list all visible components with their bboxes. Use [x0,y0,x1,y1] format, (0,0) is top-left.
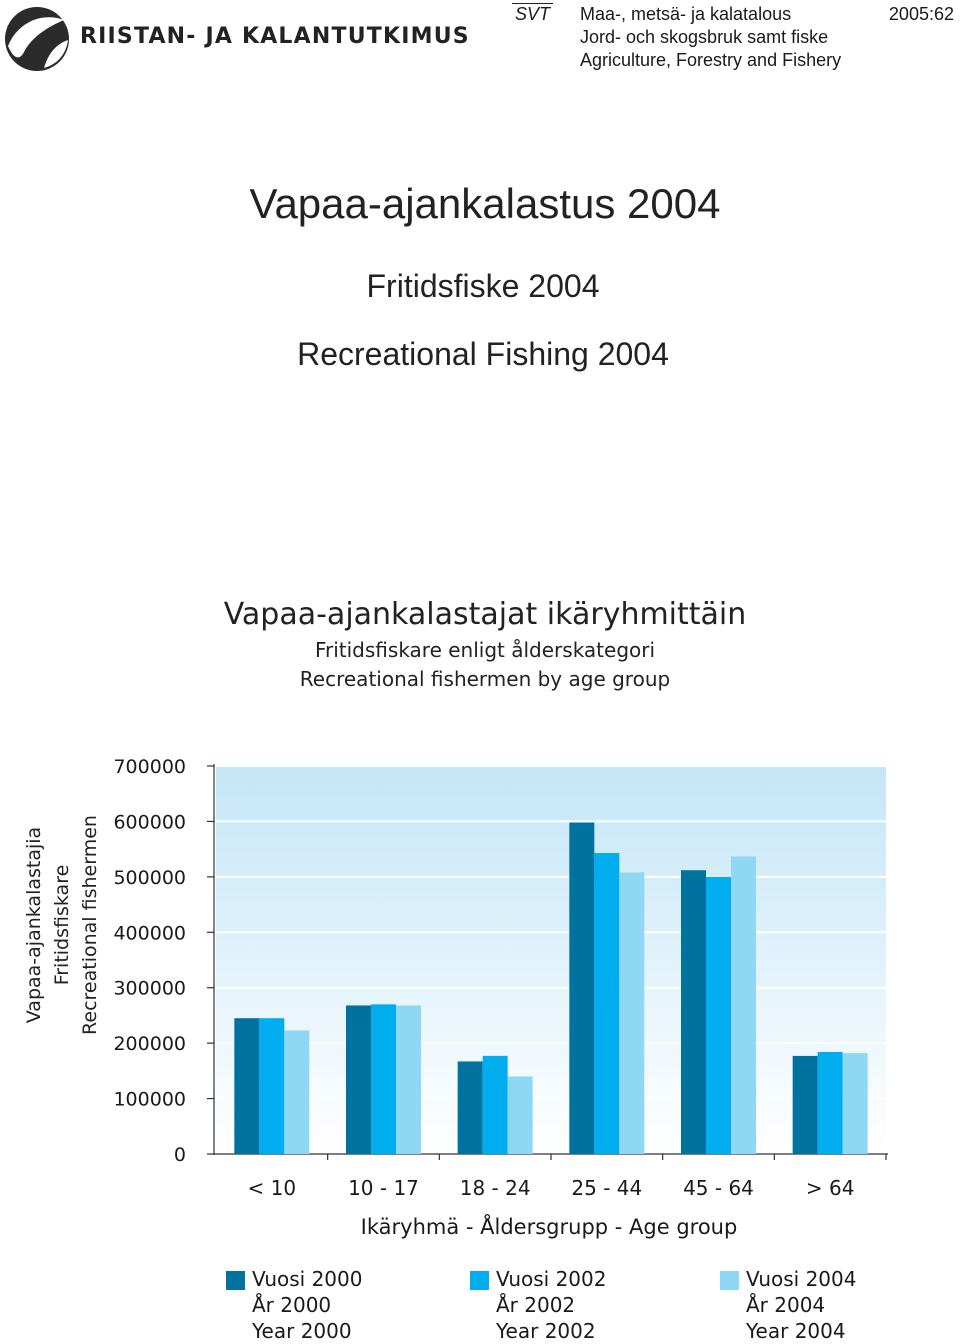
bar [793,1056,818,1154]
bar [458,1061,483,1154]
page-title: Vapaa-ajankalastus 2004 [249,180,721,227]
legend-label [496,1266,606,1344]
y-tick-label: 700000 [113,756,186,778]
y-tick-label: 200000 [113,1033,186,1056]
chart-title: Vapaa-ajankalastajat ikäryhmittäin [223,597,747,632]
bar [234,1018,259,1154]
bar [818,1052,843,1154]
y-axis-title-en: Recreational fishermen [79,815,101,1035]
series-en: Agriculture, Forestry and Fishery [580,50,842,70]
x-tick-label: 10 - 17 [348,1176,419,1200]
y-tick-label: 400000 [113,922,186,945]
series-info [580,3,841,72]
legend-label-line: År 2000 [252,1293,332,1317]
svt-label: SVT [512,3,553,24]
y-tick-label: 500000 [113,866,186,889]
legend [0,1266,960,1343]
legend-label-line: Year 2002 [496,1319,596,1343]
y-tick-label: 600000 [113,811,186,834]
bar [619,872,644,1154]
publication-number: 2005:62 [888,4,954,24]
fish-logo-icon [4,6,70,72]
bar [483,1056,508,1154]
bar [371,1004,396,1154]
legend-swatch [226,1271,245,1290]
legend-label-line: Vuosi 2000 [252,1267,363,1291]
legend-label-line: Year 2000 [252,1319,352,1343]
bar [843,1053,868,1154]
x-axis-title: Ikäryhmä - Åldersgrupp - Age group [360,1215,738,1239]
x-tick-label: 18 - 24 [459,1176,531,1200]
y-tick-label: 300000 [113,977,186,1000]
legend-label-line: Vuosi 2004 [746,1267,857,1291]
chart-subtitle-sv: Fritidsfiskare enligt ålderskategori [314,638,656,662]
series-fi: Maa-, metsä- ja kalatalous [580,4,792,24]
x-tick-label: 45 - 64 [683,1176,754,1200]
legend-label-line: Vuosi 2002 [496,1267,607,1291]
y-tick-label: 0 [173,1144,186,1166]
chart-subtitle-en: Recreational fishermen by age group [299,667,671,691]
y-axis-title-fi: Vapaa-ajankalastajia [23,826,45,1024]
bar [569,823,594,1154]
x-tick-label: < 10 [247,1176,297,1200]
legend-label-line: Year 2004 [746,1319,846,1343]
x-tick-label: 25 - 44 [571,1176,643,1200]
bar [508,1076,533,1154]
plot-area [216,766,886,1154]
legend-swatch [720,1271,739,1290]
legend-label [746,1266,856,1344]
bar [594,853,619,1154]
bar [706,877,731,1154]
page-title-en: Recreational Fishing 2004 [297,336,669,372]
bar [346,1005,371,1154]
bar [396,1005,421,1154]
y-tick-label: 100000 [113,1088,186,1111]
bar [284,1030,309,1154]
y-axis-title-sv: Fritidsfiskare [51,864,73,986]
bar [259,1018,284,1154]
bar [681,870,706,1154]
legend-label-line: År 2002 [496,1293,576,1317]
series-sv: Jord- och skogsbruk samt fiske [580,27,829,47]
org-name: RIISTAN- JA KALANTUTKIMUS [80,24,470,49]
bar-chart [0,740,960,1260]
legend-swatch [470,1271,489,1290]
bar [731,856,756,1154]
legend-label-line: År 2004 [746,1293,826,1317]
x-tick-label: > 64 [805,1176,855,1200]
legend-label [252,1266,362,1344]
page-title-sv: Fritidsfiske 2004 [366,268,600,304]
